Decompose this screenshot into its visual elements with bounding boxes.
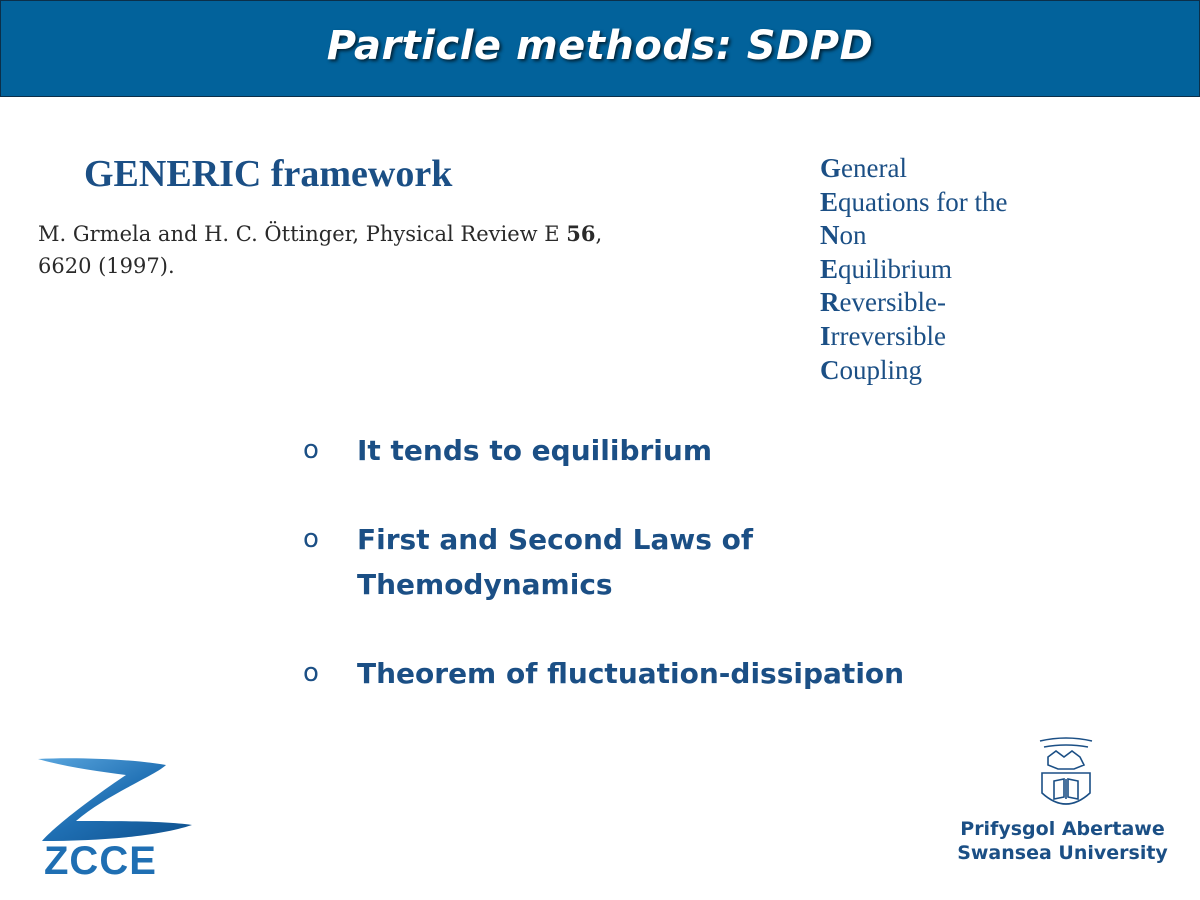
citation-comma: , — [595, 222, 603, 246]
acronym-rest: rreversible — [830, 320, 946, 351]
acronym-rest: on — [839, 220, 867, 251]
acronym-line — [820, 354, 1007, 388]
acronym-rest: eversible- — [839, 287, 946, 318]
bullet-item — [303, 651, 923, 696]
citation-line-2: 6620 (1997). — [38, 254, 175, 278]
acronym-rest: quations for the — [838, 186, 1008, 217]
acronym-line — [820, 186, 1007, 220]
bullet-text: First and Second Laws of — [357, 523, 754, 556]
acronym-line — [820, 320, 1007, 354]
bullet-circle-icon: o — [303, 435, 319, 465]
section-heading: GENERIC framework — [84, 153, 453, 195]
acronym-initial: E — [820, 253, 839, 284]
bullet-circle-icon: o — [303, 658, 319, 688]
acronym-initial: E — [820, 186, 839, 217]
acronym-rest: eneral — [841, 153, 907, 183]
citation-line-1 — [38, 218, 738, 250]
bullet-text: Theorem of fluctuation-dissipation — [357, 657, 905, 690]
acronym-initial: G — [820, 153, 842, 183]
bullet-list — [303, 428, 923, 740]
acronym-line — [820, 219, 1007, 253]
zcce-wordmark: ZCCE — [44, 839, 157, 883]
acronym-line — [820, 253, 1007, 287]
university-name-welsh: Prifysgol Abertawe — [960, 818, 1165, 840]
university-name-english: Swansea University — [957, 842, 1168, 864]
slide-title: Particle methods: SDPD — [326, 22, 874, 69]
citation — [38, 218, 738, 282]
acronym-line — [820, 152, 1007, 186]
citation-volume: 56 — [566, 221, 596, 246]
acronym-rest: oupling — [839, 354, 923, 385]
acronym-initial: R — [820, 287, 840, 318]
zcce-z-mark-icon — [36, 755, 196, 845]
acronym-initial: C — [820, 354, 840, 385]
bullet-text: It tends to equilibrium — [357, 434, 713, 467]
acronym-expansion — [820, 152, 1007, 387]
bullet-item — [303, 517, 923, 607]
acronym-line — [820, 286, 1007, 320]
university-crest-icon — [1026, 735, 1106, 815]
citation-authors-journal: M. Grmela and H. C. Öttinger, Physical Review E — [38, 222, 567, 246]
title-bar — [0, 0, 1200, 97]
zcce-logo — [36, 755, 196, 883]
swansea-university-logo — [950, 735, 1180, 885]
acronym-rest: quilibrium — [838, 253, 953, 284]
acronym-initial: N — [820, 220, 840, 251]
acronym-initial: I — [820, 320, 831, 351]
university-name — [950, 817, 1175, 865]
bullet-text-continuation: Themodynamics — [357, 568, 613, 601]
bullet-item — [303, 428, 923, 473]
bullet-circle-icon: o — [303, 524, 319, 554]
